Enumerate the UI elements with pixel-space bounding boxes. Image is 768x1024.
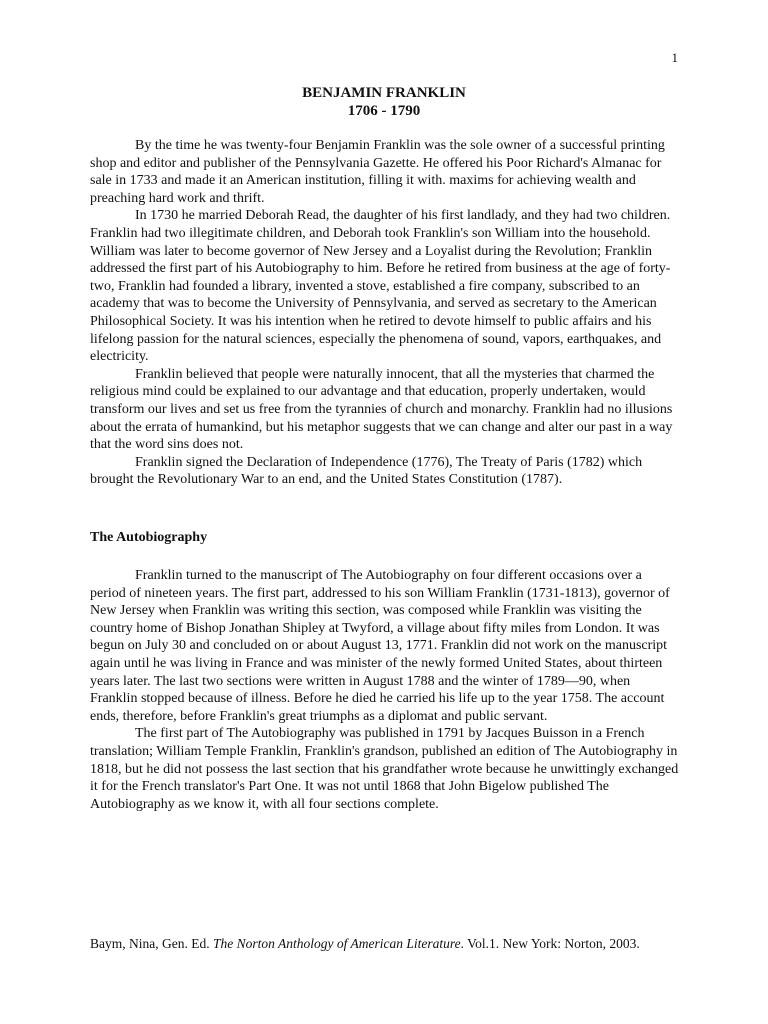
section-heading: The Autobiography (90, 530, 208, 545)
document-dates: 1706 - 1790 (347, 103, 421, 119)
intro-paragraph: Franklin believed that people were naturally innocent, that all the mysteries that charmed the religious mind could be explained to our advantage and that education, properly undertaken, would transform our lives and set us free from the tyrannies of church and monarchy. Franklin had no illusions about the errata of humankind, but his metaphor suggests that we can change and alter our past in a way that the word sins does not. (90, 366, 673, 453)
autobiography-section (90, 567, 680, 813)
autobiography-paragraph: The first part of The Autobiography was published in 1791 by Jacques Buisson in a French translation; William Temple Franklin, Franklin's grandson, published an edition of The Autobiography in 1818, but he did not possess the last section that his grandfather wrote because he unwittingly exchanged it for the French translator's Part One. It was not until 1868 that John Bigelow published The Autobiography as we know it, with all four sections complete. (90, 726, 679, 812)
intro-paragraph: Franklin signed the Declaration of Independence (1776), The Treaty of Paris (1782) which brought the Revolutionary War to an end, and the United States Constitution (1787). (90, 454, 643, 488)
citation-title: The Norton Anthology of American Literature (212, 936, 461, 951)
autobiography-paragraph: Franklin turned to the manuscript of The Autobiography on four different occasions over a period of nineteen years. The first part, addressed to his son William Franklin (1731-1813), governor of New Jersey when Franklin was writing this section, was composed while Franklin was visiting the country home of Bishop Jonathan Shipley at Twyford, a village about fifty miles from London. It was begun on July 30 and concluded on or about August 13, 1771. Franklin did not work on the manuscript again until he was living in France and was minister of the newly formed United States, about thirteen years later. The last two sections were written in August 1788 and the winter of 1789—90, when Franklin stopped because of illness. Before he died he carried his life up to the year 1758. The account ends, therefore, before Franklin's great triumphs as a diplomat and public servant. (90, 568, 670, 724)
citation-footnote (90, 936, 640, 952)
citation-prefix: Baym, Nina, Gen. Ed. (90, 936, 213, 951)
intro-paragraph: By the time he was twenty-four Benjamin Franklin was the sole owner of a successful printing shop and editor and publisher of the Pennsylvania Gazette. He offered his Poor Richard's Almanac for sale in 1733 and made it an American institution, filling it with. maxims for achieving wealth and preaching hard work and thrift. (90, 138, 665, 206)
page-number: 1 (671, 50, 678, 65)
document-title: BENJAMIN FRANKLIN (302, 85, 466, 101)
intro-paragraph: In 1730 he married Deborah Read, the daughter of his first landlady, and they had two children. Franklin had two illegitimate children, and Deborah took Franklin's son William into the household. William was later to become governor of New Jersey and a Loyalist during the Revolution; Franklin addressed the first part of his Autobiography to him. Before he retired from business at the age of forty-two, Franklin had founded a library, invented a stove, established a fire company, subscribed to an academy that was to become the University of Pennsylvania, and served as secretary to the American Philosophical Society. It was his intention when he retired to devote himself to public affairs and his lifelong passion for the natural sciences, especially the phenomena of sound, vapors, earthquakes, and electricity. (90, 208, 671, 365)
intro-section (90, 137, 680, 489)
document-header (0, 84, 768, 120)
citation-suffix: . Vol.1. New York: Norton, 2003. (460, 936, 640, 951)
